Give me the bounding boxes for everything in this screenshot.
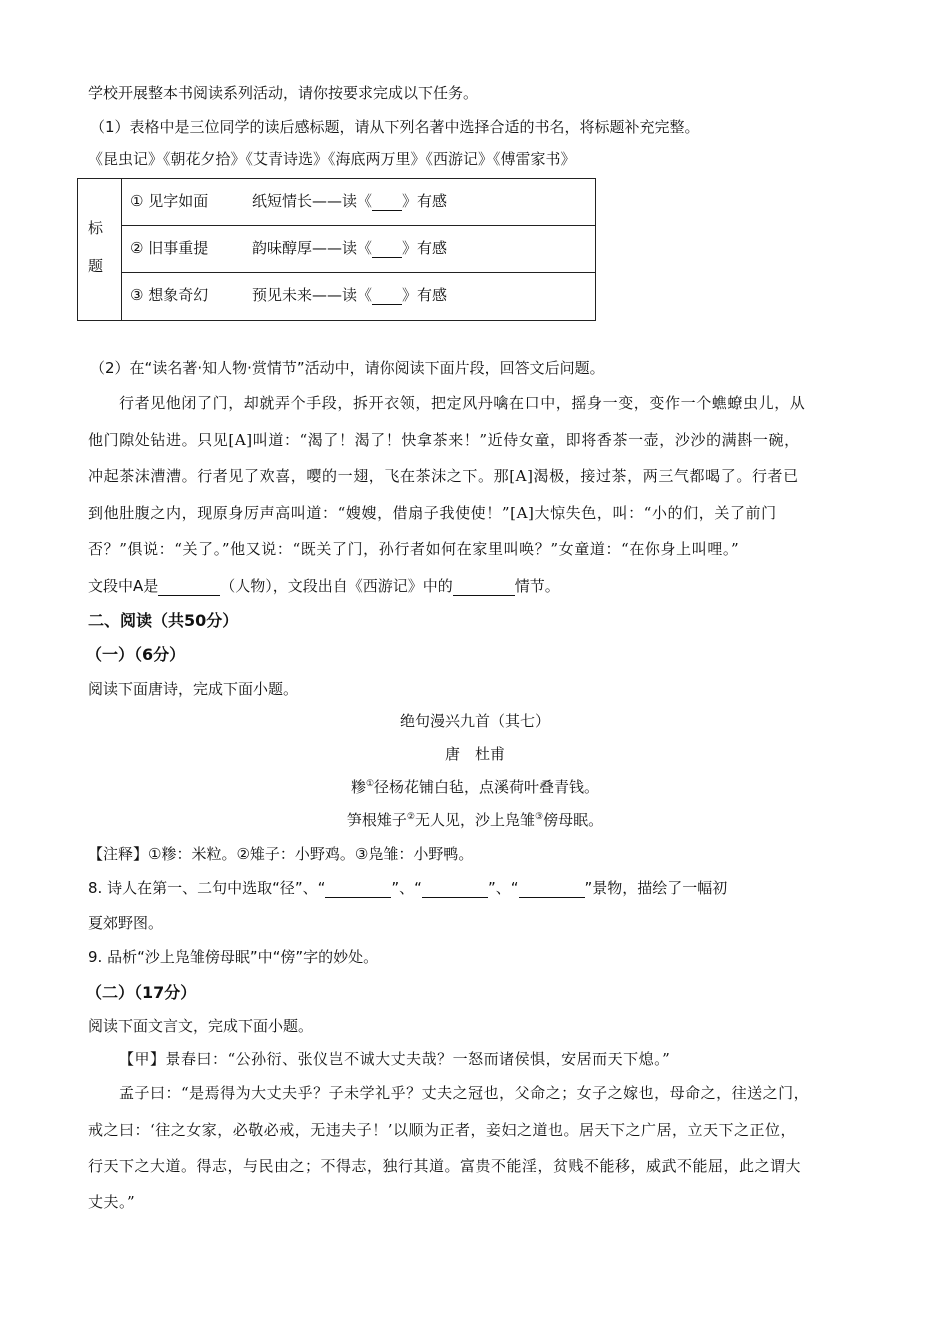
intro-text: 学校开展整本书阅读系列活动，请你按要求完成以下任务。	[88, 84, 479, 102]
book-blank-3[interactable]	[372, 286, 402, 305]
row-title: 预见未来——读《 》有感	[252, 286, 448, 304]
section-2-title: 二、阅读（共50分）	[88, 611, 239, 630]
table-row	[122, 179, 595, 226]
subsection-1-intro: 阅读下面唐诗，完成下面小题。	[88, 680, 299, 698]
scene-blank-2[interactable]	[422, 879, 488, 898]
passage-line: 他门隙处钻进。只见[A]叫道：“渴了！渴了！快拿茶来！”近侍女童，即将香茶一壶，沙沙的满斟一碗，	[88, 431, 800, 449]
scene-blank-1[interactable]	[325, 879, 391, 898]
character-blank[interactable]	[158, 577, 220, 596]
passage-line: 到他肚腹之内，现原身厉声高叫道：“嫂嫂，借扇子我使使！”[A]大惊失色，叫：“小的们，关了前门	[88, 504, 777, 522]
row-label: ③ 想象奇幻	[130, 286, 209, 304]
subsection-2-title: （二）（17分）	[86, 983, 197, 1002]
poem-notes: 【注释】①糁：米粒。②雉子：小野鸡。③凫雏：小野鸭。	[88, 845, 474, 863]
row-title: 纸短情长——读《 》有感	[252, 192, 448, 210]
wenyan-line: 戒之曰：‘往之女家，必敬必戒，无违夫子！’以顺为正者，妾妇之道也。居天下之广居，立天下之正位，	[88, 1121, 797, 1139]
row-label: ① 见字如面	[130, 192, 209, 210]
plot-blank[interactable]	[453, 577, 515, 596]
book-list: 《昆虫记》《朝花夕拾》《艾青诗选》《海底两万里》《西游记》《傅雷家书》	[88, 150, 576, 168]
table-row	[122, 273, 595, 320]
passage-line: 否？”俱说：“关了。”他又说：“既关了门，孙行者如何在家里叫唤？”女童道：“在你身上叫哩。”	[88, 540, 740, 558]
poem-line-1: 糁①径杨花铺白毡，点溪荷叶叠青钱。	[350, 778, 600, 796]
question-8-cont: 夏郊野图。	[88, 914, 164, 932]
subsection-2-intro: 阅读下面文言文，完成下面小题。	[88, 1017, 314, 1035]
passage-line: 冲起茶沫漕漕。行者见了欢喜，嘤的一翅，飞在茶沫之下。那[A]渴极，接过茶，两三气都喝了。行者已	[88, 467, 799, 485]
question-9: 9. 品析“沙上凫雏傍母眠”中“傍”字的妙处。	[88, 948, 379, 966]
table-header-char-2: 题	[88, 257, 104, 275]
table-header-cell	[78, 179, 122, 320]
question-8: 8. 诗人在第一、二句中选取“径”、“ ”、“ ”、“ ”景物，描绘了一幅初	[88, 879, 728, 897]
poem-title: 绝句漫兴九首（其七）	[399, 712, 550, 730]
passage-line: 行者见他闭了门，却就弄个手段，拆开衣领，把定风丹噙在口中，摇身一变，变作一个蟭蟟虫儿，从	[119, 394, 806, 412]
wenyan-line: 孟子曰：“是焉得为大丈夫乎？子未学礼乎？丈夫之冠也，父命之；女子之嫁也，母命之，往送之门，	[119, 1084, 810, 1102]
book-blank-2[interactable]	[372, 239, 402, 258]
row-label: ② 旧事重提	[130, 239, 209, 257]
wenyan-line: 【甲】景春曰：“公孙衍、张仪岂不诚大丈夫哉？一怒而诸侯惧，安居而天下熄。”	[119, 1050, 671, 1068]
q2-answer-line: 文段中A是 （人物），文段出自《西游记》中的 情节。	[88, 577, 560, 595]
wenyan-line: 丈夫。”	[88, 1193, 136, 1211]
poem-author: 唐 杜甫	[444, 745, 505, 763]
row-title: 韵味醇厚——读《 》有感	[252, 239, 448, 257]
poem-line-2: 笋根雉子②无人见，沙上凫雏③傍母眠。	[346, 811, 604, 829]
subsection-1-title: （一）（6分）	[86, 645, 186, 664]
table-header-char-1: 标	[88, 219, 104, 237]
table-row	[122, 226, 595, 273]
title-table	[77, 178, 596, 321]
q1-prompt: （1）表格中是三位同学的读后感标题，请从下列名著中选择合适的书名，将标题补充完整。	[90, 118, 700, 136]
scene-blank-3[interactable]	[519, 879, 585, 898]
q2-prompt: （2）在“读名著·知人物·赏情节”活动中，请你阅读下面片段，回答文后问题。	[90, 359, 605, 377]
wenyan-line: 行天下之大道。得志，与民由之；不得志，独行其道。富贵不能淫，贫贱不能移，威武不能屈，此之谓大	[88, 1157, 802, 1175]
book-blank-1[interactable]	[372, 192, 402, 211]
